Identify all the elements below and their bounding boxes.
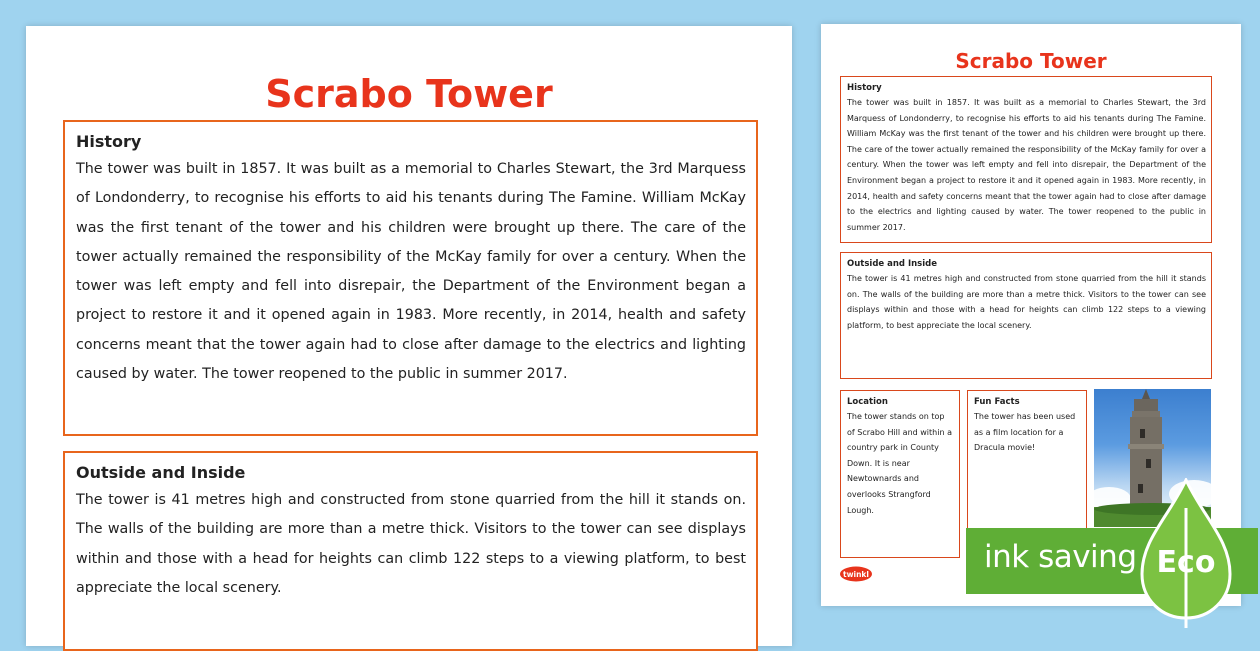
page-title: Scrabo Tower	[265, 72, 553, 116]
outside-inside-box	[63, 451, 758, 651]
preview-title: Scrabo Tower	[955, 49, 1107, 73]
preview-funfacts-text: The tower has been used as a film location for a Dracula movie!	[974, 412, 1076, 453]
preview-funfacts-heading: Fun Facts	[974, 397, 1020, 407]
history-box	[63, 120, 758, 436]
preview-location-text: The tower stands on top of Scrabo Hill and within a country park in County Down. It is near Newtownards and overlooks Strangford Lough.	[847, 412, 952, 515]
eco-badge-text: Eco	[1156, 545, 1216, 580]
ink-saving-label: ink saving	[984, 539, 1137, 575]
preview-history-heading: History	[847, 83, 882, 93]
preview-history-text: The tower was built in 1857. It was built as a memorial to Charles Stewart, the 3rd Marquess of Londonderry, to recognise his efforts to aid his tenants during The Famine. William McKay was the first tenant of the tower and his children were brought up there. The care of the tower actually remained the responsibility of the McKay family for over a century. When the tower was left empty and fell into disrepair, the Department of the Environment began a project to restore it and it opened again in 1983. More recently, in 2014, health and safety concerns meant that the tower again had to close after damage to the electrics and lighting caused by water. The tower reopened to the public in summer 2017.	[847, 98, 1206, 232]
history-text: The tower was built in 1857. It was built as a memorial to Charles Stewart, the 3rd Marquess of Londonderry, to recognise his efforts to aid his tenants during The Famine. William McKay was the first tenant of the tower and his children were brought up there. The care of the tower actually remained the responsibility of the McKay family for over a century. When the tower was left empty and fell into disrepair, the Department of the Environment began a project to restore it and it opened again in 1983. More recently, in 2014, health and safety concerns meant that the tower again had to close after damage to the electrics and lighting caused by water. The tower reopened to the public in summer 2017.	[76, 161, 746, 383]
twinkl-logo	[839, 566, 873, 582]
worksheet-page-large	[26, 26, 792, 646]
history-heading: History	[76, 132, 142, 151]
outside-inside-heading: Outside and Inside	[76, 463, 246, 482]
preview-outside-inside-text: The tower is 41 metres high and constructed from stone quarried from the hill it stands on. The walls of the building are more than a metre thick. Visitors to the tower can see displays within and those with a head for heights can climb 122 steps to a viewing platform, to best appreciate the local scenery.	[847, 274, 1206, 330]
svg-text:twinkl: twinkl	[843, 570, 869, 579]
preview-outside-inside-heading: Outside and Inside	[847, 259, 937, 269]
eco-leaf-icon	[1138, 478, 1234, 630]
outside-inside-text: The tower is 41 metres high and constructed from stone quarried from the hill it stands on. The walls of the building are more than a metre thick. Visitors to the tower can see displays within and those with a head for heights can climb 122 steps to a viewing platform, to best appreciate the local scenery.	[76, 492, 746, 596]
preview-history-box	[840, 76, 1212, 243]
preview-location-heading: Location	[847, 397, 888, 407]
preview-outside-inside-box	[840, 252, 1212, 379]
preview-location-box	[840, 390, 960, 558]
